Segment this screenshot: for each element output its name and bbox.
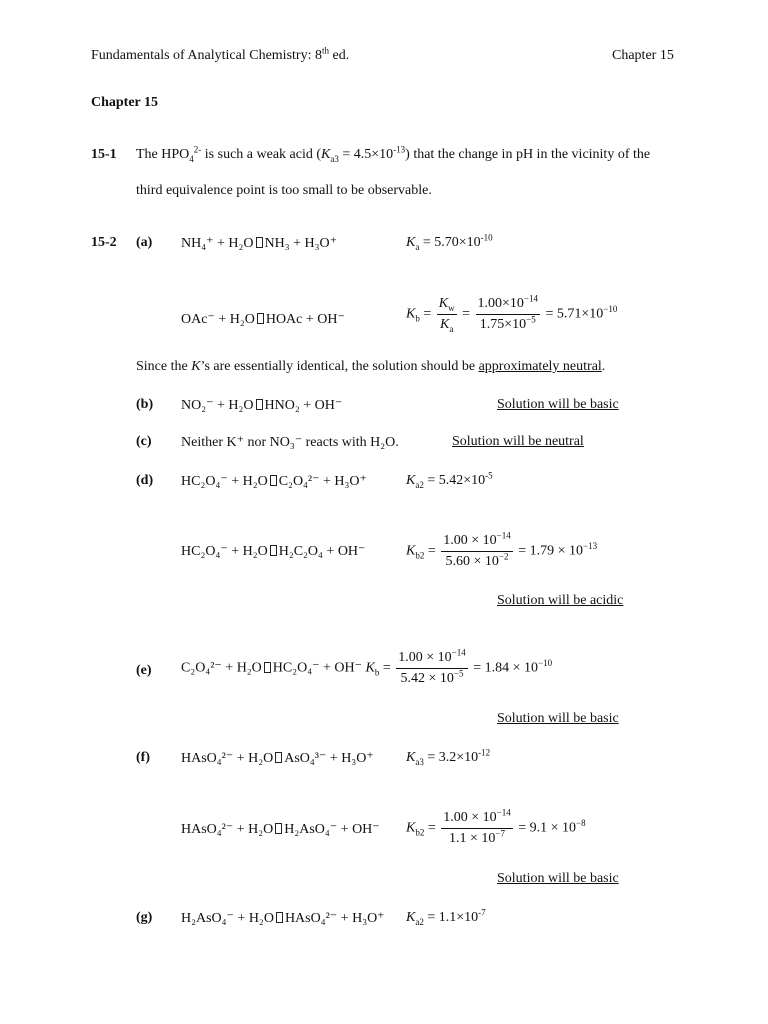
problem-number-15-1: 15-1 xyxy=(91,147,117,162)
part-f-equation-1: HAsO₄²⁻ + H₂O AsO₄³⁻ + H₃O⁺ xyxy=(181,751,374,766)
kw-over-ka-fraction: $\frac{K_w}{K_a}$ xyxy=(438,296,455,334)
part-f-equation-2: HAsO₄²⁻ + H₂O H₂AsO₄⁻ + OH⁻ xyxy=(181,822,380,837)
part-g-equation: H₂AsO₄⁻ + H₂O HAsO₄²⁻ + H₃O⁺ xyxy=(181,911,385,926)
running-header-title: Fundamentals of Analytical Chemistry: 8th ed. xyxy=(91,45,350,63)
part-d-equation-2: HC₂O₄⁻ + H₂O H₂C₂O₄ + OH⁻ xyxy=(181,544,366,559)
part-b-result: Solution will be basic xyxy=(497,397,619,412)
equilibrium-arrow-icon xyxy=(256,237,263,248)
kb-value-fraction: $\frac{1.00\times 10^{-14}}{1.75\times 10^{-5}}$ xyxy=(477,293,538,332)
chapter-heading: Chapter 15 xyxy=(91,95,159,110)
part-d-equation-1: HC₂O₄⁻ + H₂O C₂O₄²⁻ + H₃O⁺ xyxy=(181,474,367,489)
equilibrium-arrow-icon xyxy=(276,912,283,923)
part-g-ka2: $K_{a2} = 1.1\times 10^{-7}$ xyxy=(406,907,486,927)
part-f-fraction: $\frac{1.00 \times 10^{-14}}{1.1 \times 10^{-7}}$ xyxy=(443,807,511,846)
part-f-conclusion: Solution will be basic xyxy=(497,871,619,886)
part-d-label: (d) xyxy=(136,473,154,488)
part-g-label: (g) xyxy=(136,910,153,925)
equilibrium-arrow-icon xyxy=(270,545,277,556)
part-a-conclusion: Since the K’s are essentially identical, the solution should be approximately neutral. xyxy=(136,359,606,374)
equilibrium-arrow-icon xyxy=(257,313,264,324)
part-d-conclusion: Solution will be acidic xyxy=(497,593,624,608)
problem-15-1-line1: The $HPO_4^{2-}$ is such a weak acid $(K_{a3} = 4.5\times 10^{-13})$ that the change in pH in the vicinity of the xyxy=(136,144,651,164)
part-d-fraction: $\frac{1.00 \times 10^{-14}}{5.60 \times 10^{-2}}$ xyxy=(443,530,511,569)
running-header-chapter: Chapter 15 xyxy=(612,48,674,63)
part-a-kb-expression: $K_b$ = $\frac{K_w}{K_a}$ = $\frac{1.00\times 10^{-14}}{1.75\times 10^{-5}}$ = $5.71\times 10^{-10}$ xyxy=(406,293,618,334)
equilibrium-arrow-icon xyxy=(270,475,277,486)
part-f-ka3: $K_{a3} = 3.2\times 10^{-12}$ xyxy=(406,747,491,767)
part-e-label: (e) xyxy=(136,663,152,678)
part-c-text: Neither K⁺ nor NO₃⁻ reacts with H₂O. xyxy=(181,435,399,450)
part-d-kb2-expression: $K_{b2}$ = $\frac{1.00 \times 10^{-14}}{5.60 \times 10^{-2}}$ = $1.79 \times 10^{-13}$ xyxy=(406,530,598,569)
problem-number-15-2: 15-2 xyxy=(91,235,117,250)
problem-15-1-line2: third equivalence point is too small to be observable. xyxy=(136,183,432,198)
part-c-label: (c) xyxy=(136,434,152,449)
part-a-equation-2: OAc⁻ + H₂O HOAc + OH⁻ xyxy=(181,312,345,327)
equilibrium-arrow-icon xyxy=(275,823,282,834)
part-d-ka2: $K_{a2} = 5.42\times 10^{-5}$ xyxy=(406,470,493,490)
part-b-label: (b) xyxy=(136,397,154,412)
part-a-equation-1: NH₄⁺ + H₂O NH₃ + H₃O⁺ xyxy=(181,236,337,251)
equilibrium-arrow-icon xyxy=(264,662,271,673)
equilibrium-arrow-icon xyxy=(256,399,263,410)
part-e-conclusion: Solution will be basic xyxy=(497,711,619,726)
part-b-equation: NO₂⁻ + H₂O HNO₂ + OH⁻ xyxy=(181,398,343,413)
part-a-label: (a) xyxy=(136,235,153,250)
part-c-result: Solution will be neutral xyxy=(452,434,584,449)
part-f-label: (f) xyxy=(136,750,150,765)
equilibrium-arrow-icon xyxy=(275,752,282,763)
part-e-fraction: $\frac{1.00 \times 10^{-14}}{5.42 \times 10^{-5}}$ xyxy=(398,647,466,686)
part-a-ka: $K_a = 5.70\times 10^{-10}$ xyxy=(406,232,493,252)
part-e-equation: C₂O₄²⁻ + H₂O HC₂O₄⁻ + OH⁻ $K_b$ = $\frac{1.00 \times 10^{-14}}{5.42 \times 10^{-5}}$ = $1.84 \times 10^{-10}$ xyxy=(181,647,553,686)
part-f-kb2-expression: $K_{b2}$ = $\frac{1.00 \times 10^{-14}}{1.1 \times 10^{-7}}$ = $9.1 \times 10^{-8}$ xyxy=(406,807,586,846)
